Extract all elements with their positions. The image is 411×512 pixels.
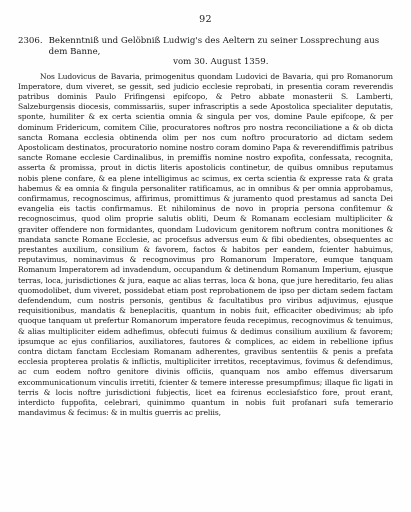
- document-heading: [18, 36, 393, 68]
- heading-text-block: [49, 36, 393, 68]
- body-paragraph: Nos Ludovicus de Bavaria, primogenitus quondam Ludovici de Bavaria, qui pro Romanorum Imperatore, dum viveret, se gessit, sed judicio ecclesie reprobati, in presentia coram reverendis patribus dominis Paulo Frifingensi epifcopo, & Petro abbate monasterii S. Lamberti, Salzeburgensis diocesis, commissariis, super infrascriptis a sede Apostolica specialiter deputatis, sponte, humiliter & ex certa scientia omnia & singula per vos, domine Paule epifcope, & per dominum Fridericum, comitem Cilie, procuratores noftros pro nostra reconciliatione a & ob dicta sancta Romana ecclesia obtinenda olim per nos cum noftro procuratorio ad dictam sedem Apostolicam destinatos, procuratorio nomine nostro coram domino Papa & reverendiffimis patribus sancte Romane ecclesie Cardinalibus, in premiffis nomine nostro expofita, confessata, recognita, asserta & promissa, prout in dictis literis apostolicis continetur, de quibus omnibus reputamus nobis plene confare, & ea plene intelligimus ac scimus, ex certa scientia & expresse rata & grata habemus & ea omnia & fingula personaliter ratificamus, ac in omnibus & per omnia approbamus, confirmamus, recognoscimus, affirimus, promittimus & juramento quod prestamus ad sancta Dei evangelia eis tactis confirmamus. Et nihilominus de novo in propria persona confitemur & recognoscimus, quod olim proprie salutis obliti, Deum & Romanam ecclesiam multipliciter & graviter offendere non formidantes, quondam Ludovicum genitorem noftrum contra monitiones & mandata sancte Romane Ecclesie, ac procefsus adversus eum & fibi obedientes, obsequentes ac prestantes auxilium, consilium & favorem, factos & habitos per eandem, fcienter habuimus, reputavimus, nominavimus & recognovimus pro Romanorum Imperatore, eumque tanquam Romanum Imperatorem ad invadendum, occupandum & detinendum Romanum Imperium, ejusque terras, loca, jurisdictiones & jura, eaque ac alias terras, loca & bona, que jure hereditario, feu alias quomodolibet, dum viveret, possidebat etiam post reprobationem de ipso per dictam sedem factam defendendum, cum nostris personis, gentibus & facultatibus pro viribus adjuvimus, ejusque requisitionibus, mandatis & beneplacitis, quantum in nobis fuit, efficaciter obedivimus; ab ipfo quoque tanquam ut prefertur Romanorum imperatore feuda recepimus, recognovimus & tenuimus, & alias multipliciter eidem adhefimus, obfecuti fuimus & dedimus consilium auxilium & favorem; ipsumque ac ejus confiliarios, auxiliatores, fautores & complices, ac eidem in rebellione ipfius contra dictam fanctam Ecclesiam Romanam adherentes, gravibus sententiis & penis a prefata ecclesia propterea prolatis & inflictis, multipliciter irretitos, receptavimus, fovimus & defendimus, ac cum eodem noftro genitore divinis officiis, quanquam nos ambo effemus diversarum excommunicationum vinculis irretiti, fcienter & temere interesse presumpfimus; illaque fic ligati in terris & locis noftre jurisdictioni fubjectis, licet ea fcirenus ecclesiafstico fore, prout erant, interdicto fuppofita, celebrari, quinimmo quantum in nobis fuit profanari sufa temerario mandavimus & fecimus: & in multis guerris ac preliis,: [18, 71, 393, 418]
- heading-title: Bekenntniß und Gelöbniß Ludwig's des Aeltern zu seiner Lossprechung aus dem Banne,: [48, 36, 380, 57]
- page-number: 92: [199, 14, 212, 25]
- entry-number: 2306.: [18, 36, 43, 46]
- heading-date: vom 30. August 1359.: [173, 57, 269, 67]
